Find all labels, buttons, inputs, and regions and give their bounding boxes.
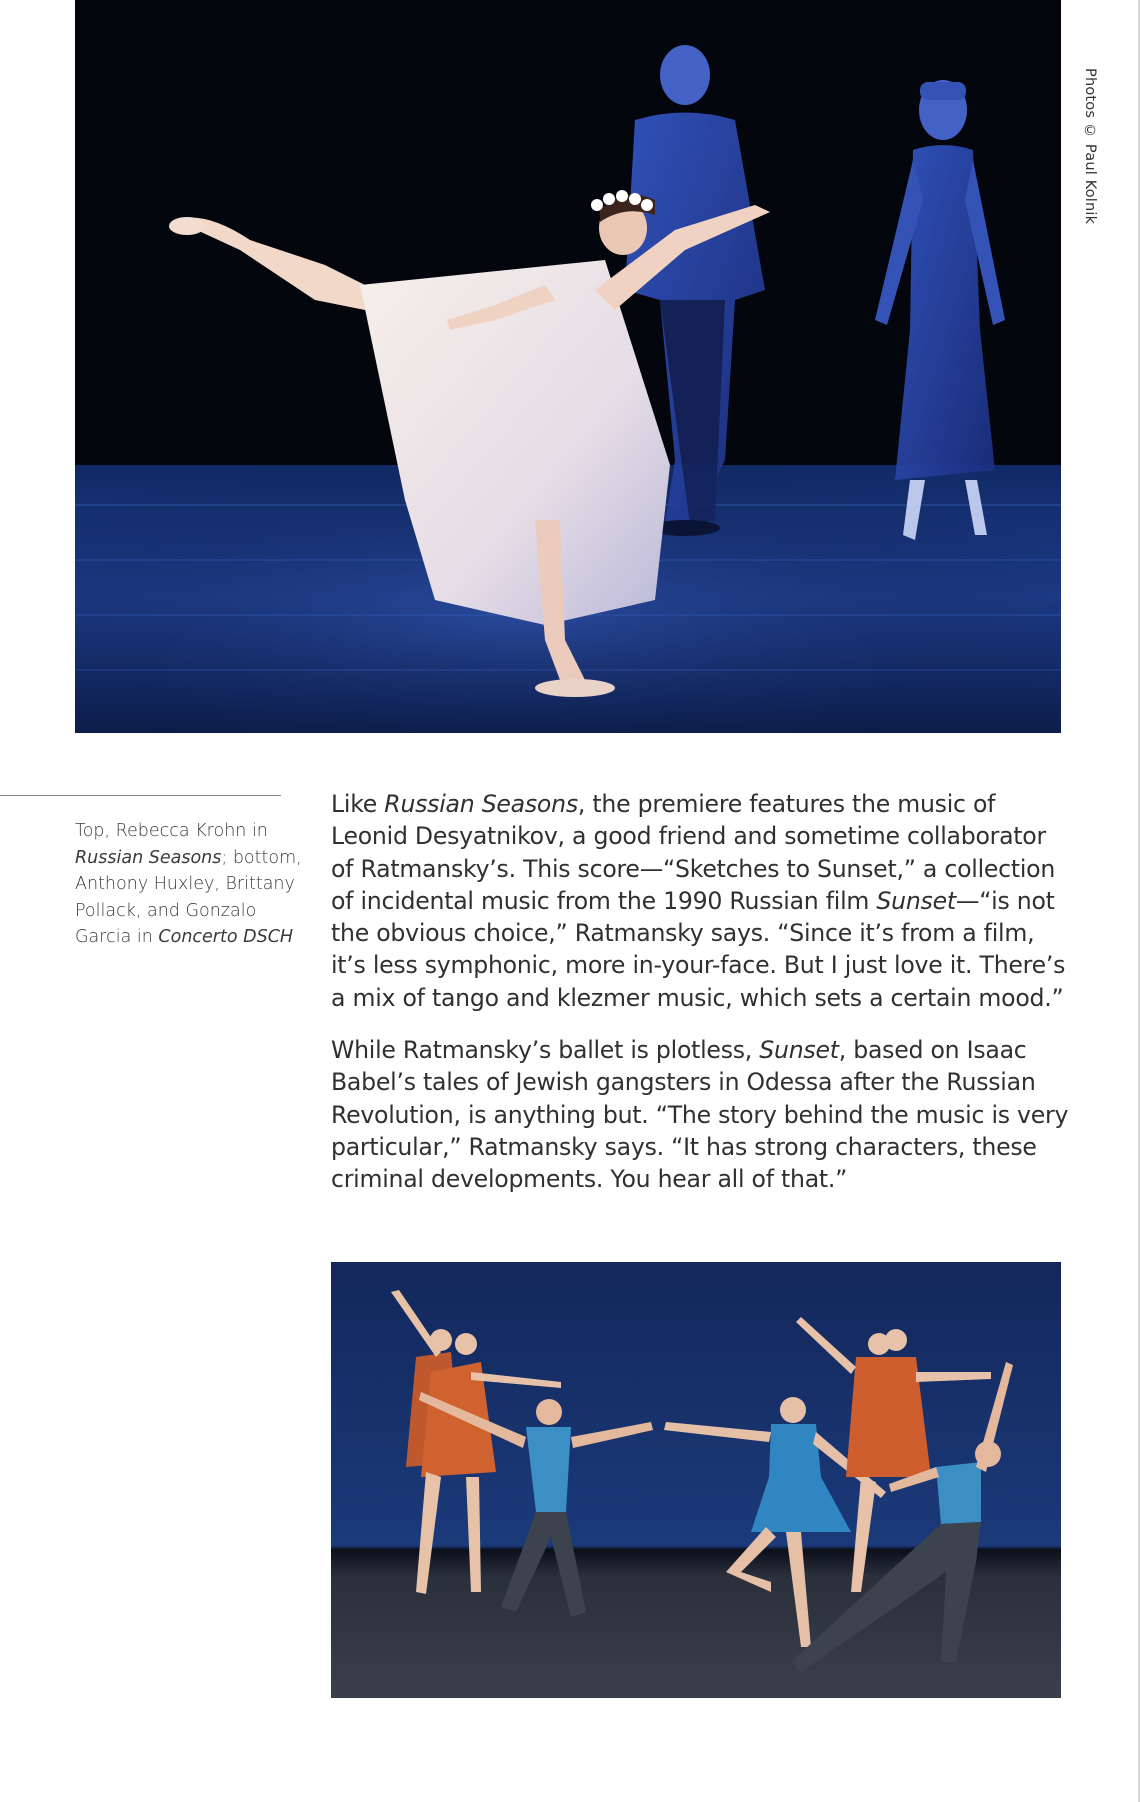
photo-caption xyxy=(75,818,305,951)
p2-text-c: , based on Isaac Babel’s tales of Jewish gangsters in Odessa after the Russian Revolution, is anything but. “The story behind the music is very particular,” Ratmansky says. “It has strong characters, these criminal developments. You hear all of that.” xyxy=(331,1036,1069,1194)
caption-title-2: Concerto DSCH xyxy=(158,927,294,947)
caption-prefix: Top, Rebecca Krohn in xyxy=(75,821,268,841)
photo-credit: Photos © Paul Kolnik xyxy=(1082,68,1098,225)
caption-divider xyxy=(0,795,281,796)
p2-text-a: While Ratmansky’s ballet is plotless, xyxy=(331,1036,760,1065)
p1-title-sunset: Sunset xyxy=(876,886,956,915)
p2-title-sunset: Sunset xyxy=(759,1036,839,1065)
caption-title-1: Russian Seasons xyxy=(75,847,222,868)
p1-text-e: —“is not the obvious choice,” Ratmansky says. “Since it’s from a film, it’s less symphonic, more in-your-face. But I just love it. There’s a mix of tango and klezmer music, which sets a certain mood.” xyxy=(331,886,1066,1012)
p1-title-russian-seasons: Russian Seasons xyxy=(384,790,578,818)
bottom-photo xyxy=(331,1262,1061,1698)
p1-text-c: , the premiere features the music of Leonid Desyatnikov, a good friend and sometime collaborator of Ratmansky’s. This score—“Sketches to Sunset,” a collection of incidental music from the 1990 Russian film xyxy=(331,790,1056,915)
top-photo xyxy=(75,0,1061,733)
paragraph-2 xyxy=(331,1034,1071,1195)
p1-text-a: Like xyxy=(331,790,385,818)
caption-middle: ; bottom, Anthony Huxley, Brittany Pollack, and Gonzalo Garcia in xyxy=(75,847,302,947)
paragraph-1 xyxy=(331,788,1071,1014)
article-body xyxy=(331,788,1071,1216)
